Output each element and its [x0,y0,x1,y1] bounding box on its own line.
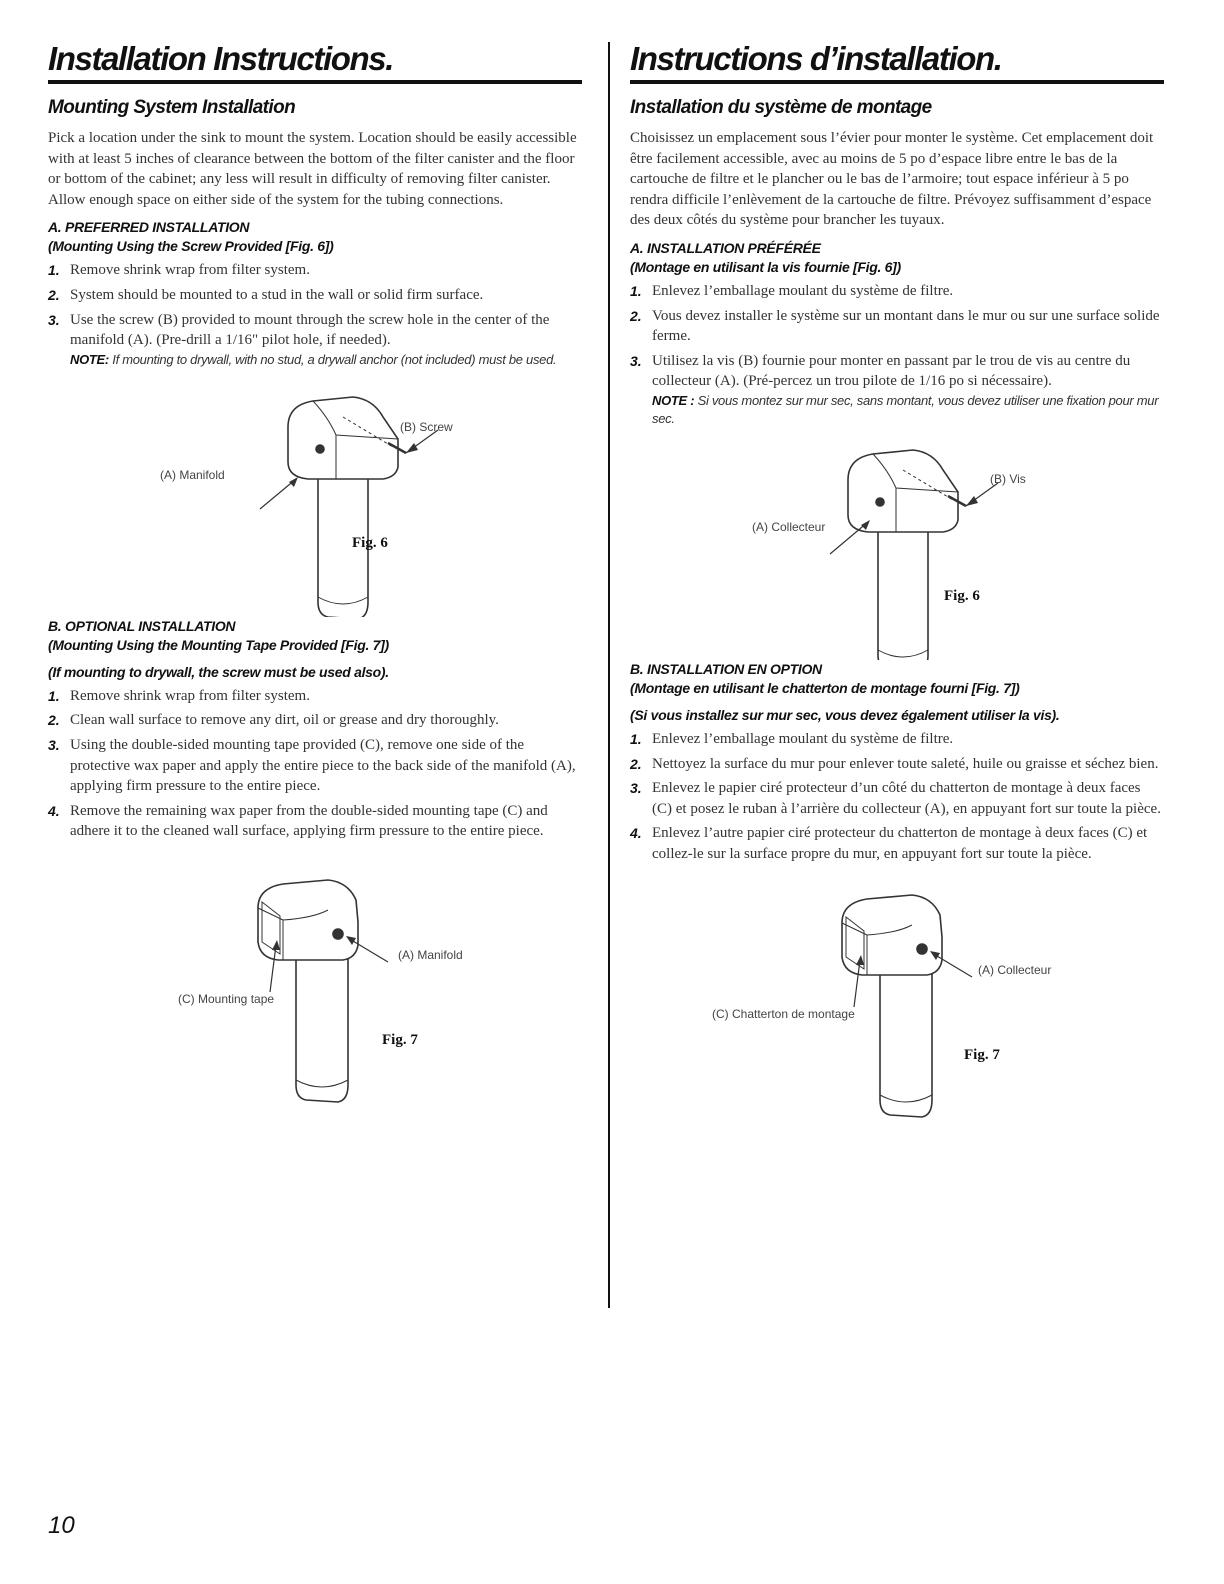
manifold-label: (A) Manifold [398,947,463,962]
optional-heading: B. OPTIONAL INSTALLATION [48,617,236,634]
preferred-subheading: (Montage en utilisant la vis fournie [Fig. 6]) [630,258,901,275]
preferred-subheading: (Mounting Using the Screw Provided [Fig. 6]) [48,238,334,255]
english-column [48,40,582,1114]
column-divider [608,42,610,1308]
step-item: 1. Remove shrink wrap from filter system. [48,687,310,704]
page-number: 10 [48,1512,75,1539]
intro-paragraph: Pick a location under the sink to mount the system. Location should be easily accessible with at least 5 inches of clearance between the bottom of the filter canister and the floor or bottom of the cabinet; any less will result in difficulty of removing filter canister. Allow enough space on either side of the system for the tubing connections. [48,130,577,208]
fig6-diagram [630,428,1164,660]
step-item: 1. Enlevez l’emballage moulant du système de filtre. [630,282,954,299]
filter-manifold-tape-illustration [48,842,582,1114]
french-column [630,40,1164,1127]
figure-caption: Fig. 7 [382,1031,418,1048]
screw-label: (B) Vis [990,471,1026,486]
filter-manifold-screw-illustration [630,428,1164,660]
optional-subheading-2: (If mounting to drywall, the screw must be used also). [48,663,389,680]
collector-label: (A) Collecteur [752,519,826,534]
section-heading: Mounting System Installation [48,97,296,118]
preferred-heading: A. INSTALLATION PRÉFÉRÉE [630,239,821,256]
filter-manifold-tape-illustration [630,865,1164,1127]
fig7-diagram [48,842,582,1114]
figure-caption: Fig. 6 [352,534,388,551]
collector-label: (A) Collecteur [978,962,1052,977]
section-heading: Installation du système de montage [630,97,932,118]
mounting-tape-label: (C) Mounting tape [178,991,275,1006]
mounting-tape-label: (C) Chatterton de montage [712,1006,855,1021]
step-item: 1. Enlevez l’emballage moulant du système de filtre. [630,730,954,747]
title-rule [630,80,1164,84]
step-item: 2. Vous devez installer le système sur un montant dans le mur ou sur une surface solide ferme. [630,307,1160,345]
step-item: 3. Enlevez le papier ciré protecteur d’un côté du chatterton de montage à deux faces (C) et posez le ruban à l’arrière du collecteur (A), en appuyant fort sur toute la pièce. [630,780,1161,817]
step-item: 2. Nettoyez la surface du mur pour enlever toute saleté, huile ou graisse et séchez bien. [630,755,1159,772]
page-title: Installation Instructions. [48,40,393,77]
step-item: 2. System should be mounted to a stud in the wall or solid firm surface. [48,286,484,303]
note: NOTE: If mounting to drywall, with no stud, a drywall anchor (not included) must be used. [70,351,557,367]
intro-paragraph: Choisissez un emplacement sous l’évier pour monter le système. Cet emplacement doit être facilement accessible, avec au moins de 5 po d’espace libre entre le bas de la cartouche de filtre et le plancher ou le bas de l’armoire; tout espace inférieur à 5 po rendra difficile l’enlèvement de la cartouche de filtre. Prévoyez suffisamment d’espace des deux côtés du système pour brancher les tuyaux. [630,130,1154,229]
figure-caption: Fig. 7 [964,1046,1000,1063]
optional-heading: B. INSTALLATION EN OPTION [630,660,822,677]
step-item: 2. Clean wall surface to remove any dirt, oil or grease and dry thoroughly. [48,712,499,729]
filter-manifold-screw-illustration [48,369,582,617]
title-rule [48,80,582,84]
step-item: 3. Use the screw (B) provided to mount through the screw hole in the center of the manifold (A). (Pre-drill a 1/16" pilot hole, if needed). NOTE: If mounting to drywall, with no stud, a drywall anchor (not included) must be used. [48,310,582,369]
fig6-diagram [48,369,582,617]
figure-caption: Fig. 6 [944,587,980,604]
step-item: 4. Enlevez l’autre papier ciré protecteur du chatterton de montage à deux faces (C) et collez-le sur la surface propre du mur, en appuyant fort sur toute la pièce. [630,825,1148,862]
screw-label: (B) Screw [400,419,453,434]
fig7-diagram [630,865,1164,1127]
step-item: 3. Utilisez la vis (B) fournie pour monter en passant par le trou de vis au centre du collecteur (A). (Pré-percez un trou pilote de 1/16 po si nécessaire). NOTE : Si vous montez sur mur sec, sans montant, vous devez utiliser une fixation pour mur sec. [630,351,1164,428]
preferred-heading: A. PREFERRED INSTALLATION [48,219,250,236]
optional-subheading: (Mounting Using the Mounting Tape Provided [Fig. 7]) [48,636,389,653]
step-item: 1. Remove shrink wrap from filter system. [48,262,310,279]
optional-subheading: (Montage en utilisant le chatterton de montage fourni [Fig. 7]) [630,679,1020,696]
optional-subheading-2: (Si vous installez sur mur sec, vous devez également utiliser la vis). [630,706,1060,723]
step-item: 3. Using the double-sided mounting tape provided (C), remove one side of the protective wax paper and apply the entire piece to the back side of the manifold (A), applying firm pressure to the entire piece. [48,736,576,795]
note: NOTE : Si vous montez sur mur sec, sans montant, vous devez utiliser une fixation pour mur sec. [652,392,1159,426]
step-item: 4. Remove the remaining wax paper from the double-sided mounting tape (C) and adhere it to the cleaned wall surface, applying firm pressure to the entire piece. [48,802,548,840]
manifold-label: (A) Manifold [160,467,225,482]
page-title: Instructions d’installation. [630,40,1002,77]
